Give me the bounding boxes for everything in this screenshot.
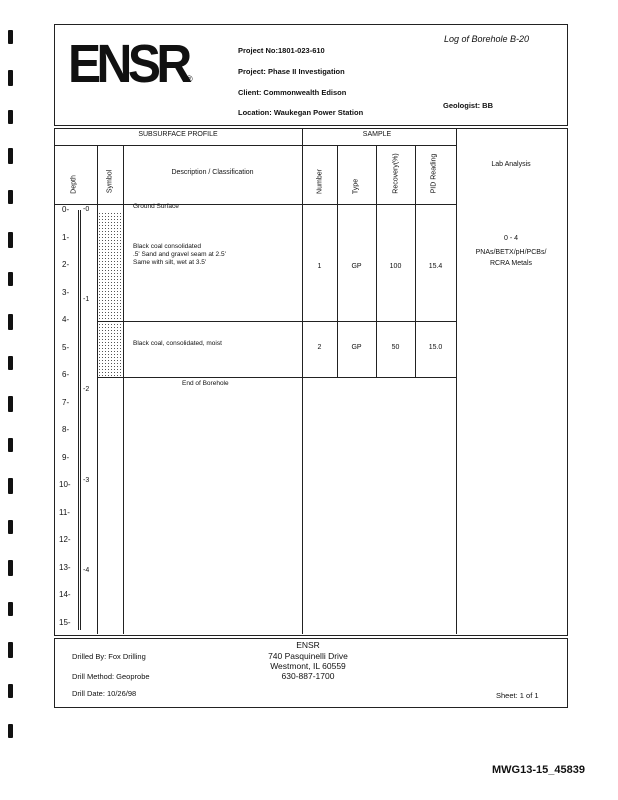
geologist: Geologist: BB [443,101,493,110]
sample-1-description-3: Same with silt, wet at 3.5' [133,259,207,266]
sample-2-description: Black coal, consolidated, moist [133,340,222,347]
depth-tick-m: -1 [83,296,90,304]
location: Location: Waukegan Power Station [238,108,364,117]
recovery-heading: Recovery(%) [392,153,400,194]
depth-tick-ft: 13- [59,562,71,572]
depth-tick-ft: 5- [62,342,70,352]
depth-tick-ft: 2- [62,260,70,269]
lab-analysis-heading: Lab Analysis [491,161,531,168]
symbol-pattern [98,212,122,377]
divider [97,377,456,378]
project-number: Project No:1801-023-610 [238,46,325,55]
project-name: Project: Phase II Investigation [238,67,345,76]
depth-tick-m: -2 [83,386,90,394]
sample-1-number: 1 [317,263,322,270]
drill-date: Drill Date: 10/26/98 [72,689,137,698]
registered-mark: ® [186,74,193,84]
divider [54,204,456,205]
depth-tick-ft: 1- [62,232,70,242]
divider [415,145,416,377]
depth-tick-ft: 8- [62,425,70,434]
depth-tick-ft: 14- [59,590,71,599]
depth-heading: Depth [70,175,78,194]
drill-method: Drill Method: Geoprobe [72,672,150,681]
depth-tick-ft: 11- [59,507,70,517]
depth-tick-ft: 10- [59,480,71,489]
depth-tick-ft: 12- [59,535,71,544]
subsurface-profile-heading: SUBSURFACE PROFILE [138,131,218,138]
sample-1-pid: 15.4 [428,263,443,270]
sample-2-pid: 15.0 [428,344,443,351]
document-id: MWG13-15_45839 [492,764,585,776]
client-name: Client: Commonwealth Edison [238,88,347,97]
depth-tick-ft: 0- [62,205,70,214]
depth-tick-ft: 7- [62,397,70,407]
sample-1-description-2: .5' Sand and gravel seam at 2.5' [133,251,226,258]
sample-2-number: 2 [317,344,322,351]
company-address-1: 740 Pasquinelli Drive [268,651,348,661]
sample-heading: SAMPLE [362,131,392,138]
sample-1-description-1: Black coal consolidated [133,243,201,250]
ground-surface-label: Ground Surface [133,203,179,210]
description-heading: Description / Classification [171,169,254,176]
sample-2-recovery: 50 [391,344,400,351]
company-name: ENSR [296,640,320,650]
depth-tick-ft: 15- [59,617,71,627]
divider [456,128,457,634]
sample-1-lab-analytes: PNAs/BETX/pH/PCBs/ [475,249,547,256]
depth-tick-m: -3 [83,476,90,484]
divider [54,145,456,146]
depth-tick-ft: 6- [62,370,70,379]
company-phone: 630-887-1700 [281,671,335,681]
depth-tick-ft: 9- [62,452,70,462]
depth-tick-ft: 4- [62,315,70,324]
sample-1-recovery: 100 [389,263,402,270]
divider [302,128,303,634]
ensr-logo: ENSR [68,34,188,94]
symbol-heading: Symbol [106,169,114,194]
depth-scale-line [78,210,79,630]
sheet-number: Sheet: 1 of 1 [496,691,539,700]
divider [376,145,377,377]
divider [97,321,456,322]
depth-tick-ft: 3- [62,287,70,297]
divider [337,145,338,377]
type-heading: Type [352,178,360,195]
sample-1-type: GP [351,263,362,270]
sample-2-type: GP [351,344,362,351]
number-heading: Number [316,169,324,194]
end-of-borehole-label: End of Borehole [182,380,229,387]
borehole-title: Log of Borehole B-20 [444,34,530,44]
depth-scale-line [80,210,81,630]
drilled-by: Drilled By: Fox Drilling [72,652,146,661]
divider [123,145,124,634]
depth-tick-m: -4 [83,566,90,574]
depth-tick-m: -0 [83,206,90,213]
sample-1-lab-interval: 0 - 4 [503,235,518,242]
company-address-2: Westmont, IL 60559 [270,661,346,671]
pid-heading: PID Reading [430,153,438,194]
sample-1-lab-metals: RCRA Metals [489,260,532,267]
